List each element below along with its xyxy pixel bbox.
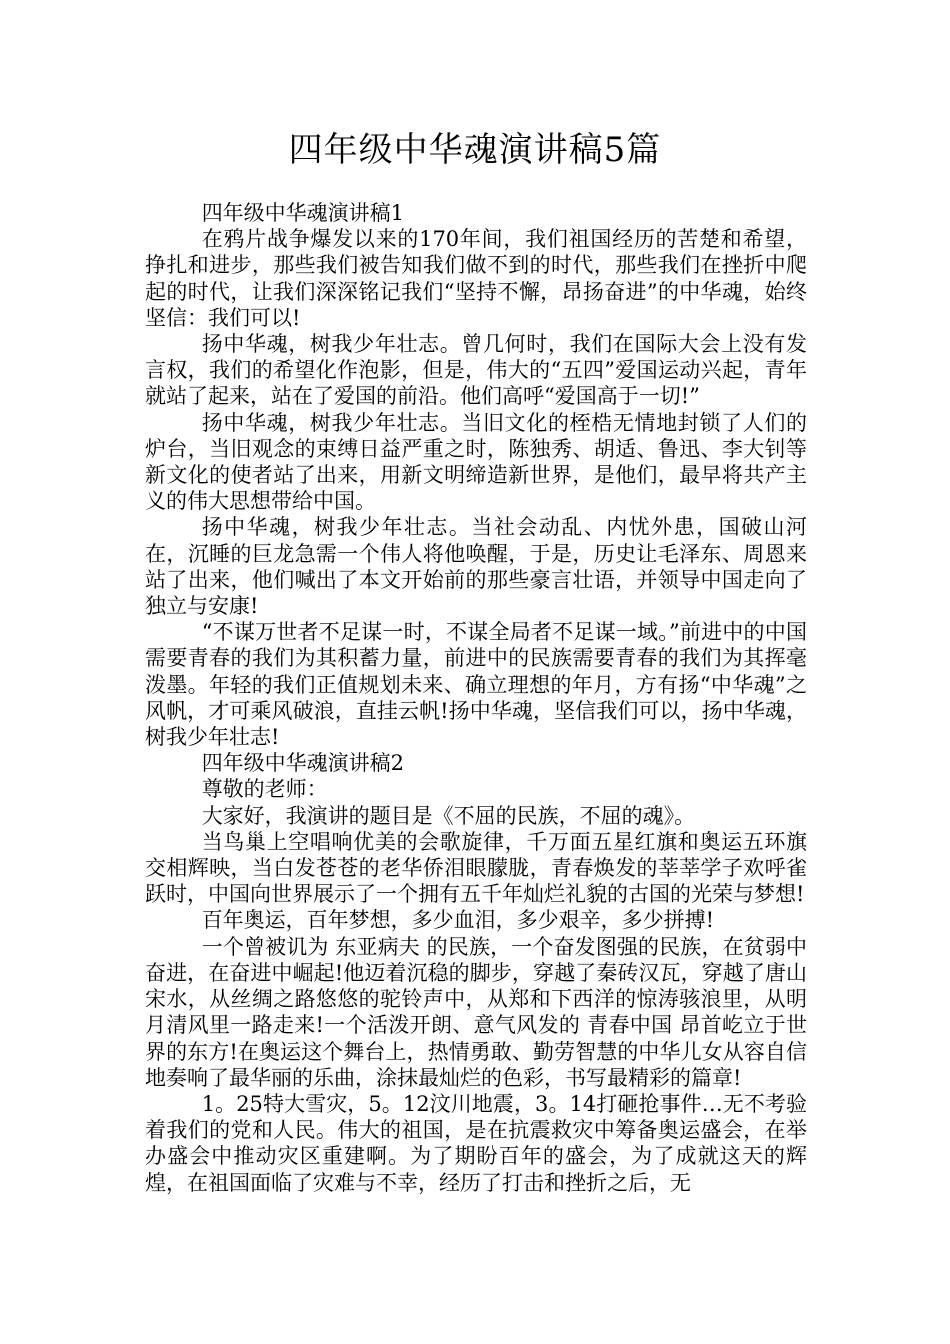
paragraph: 在鸦片战争爆发以来的170年间，我们祖国经历的苦楚和希望，挣扎和进步，那些我们被告知我们做不到的时代，那些我们在挫折中爬起的时代，让我们深深铭记我们“坚持不懈，昂扬奋进”的中华魂，始终坚信：我们可以!: [145, 227, 807, 330]
paragraph: 1。25特大雪灾，5。12汶川地震，3。14打砸抢事件…无不考验着我们的党和人民。伟大的祖国，是在抗震救灾中筹备奥运盛会，在举办盛会中推动灾区重建啊。为了期盼百年的盛会，为了成就这天的辉煌，在祖国面临了灾难与不幸，经历了打击和挫折之后，无: [145, 1091, 807, 1195]
section-heading-1: 四年级中华魂演讲稿1: [201, 201, 405, 225]
paragraph: 大家好，我演讲的题目是《不屈的民族，不屈的魂》。: [201, 803, 696, 828]
section-heading-2: 四年级中华魂演讲稿2: [201, 751, 405, 776]
paragraph: 一个曾被讥为 东亚病夫 的民族，一个奋发图强的民族，在贫弱中奋进，在奋进中崛起!他迈着沉稳的脚步，穿越了秦砖汉瓦，穿越了唐山宋水，从丝绸之路悠悠的驼铃声中，从郑和下西洋的惊涛骇浪里，从明月清风里一路走来!一个活泼开朗、意气风发的 青春中国 昂首屹立于世界的东方!在奥运这个舞台上，热情勇敢、勤劳智慧的中华儿女从容自信地奏响了最华丽的乐曲，涂抹最灿烂的色彩，书写最精彩的篇章!: [145, 934, 807, 1090]
document-title: 四年级中华魂演讲稿5篇: [288, 130, 662, 170]
salutation: 尊敬的老师：: [201, 777, 328, 802]
document-body: [145, 200, 807, 1196]
paragraph: 扬中华魂，树我少年壮志。当旧文化的桎梏无情地封锁了人们的炉台，当旧观念的束缚日益严重之时，陈独秀、胡适、鲁迅、李大钊等新文化的使者站了出来，用新文明缔造新世界，是他们，最早将共产主义的伟大思想带给中国。: [145, 410, 807, 514]
paragraph: 扬中华魂，树我少年壮志。曾几何时，我们在国际大会上没有发言权，我们的希望化作泡影，但是，伟大的“五四”爱国运动兴起，青年就站了起来，站在了爱国的前沿。他们高呼“爱国高于一切!”: [145, 332, 807, 409]
paragraph: 当鸟巢上空唱响优美的会歌旋律，千万面五星红旗和奥运五环旗交相辉映，当白发苍苍的老华侨泪眼朦胧，青春焕发的莘莘学子欢呼雀跃时，中国向世界展示了一个拥有五千年灿烂礼貌的古国的光荣与梦想!: [145, 829, 807, 907]
paragraph: 百年奥运，百年梦想，多少血泪，多少艰辛，多少拼搏!: [201, 908, 715, 933]
paragraph: “不谋万世者不足谋一时，不谋全局者不足谋一域。”前进中的中国需要青春的我们为其积蓄力量，前进中的民族需要青春的我们为其挥毫泼墨。年轻的我们正值规划未来、确立理想的年月，方有扬“中华魂”之风帆，才可乘风破浪，直挂云帆!扬中华魂，坚信我们可以，扬中华魂，树我少年壮志!: [145, 620, 807, 750]
paragraph: 扬中华魂，树我少年壮志。当社会动乱、内忧外患，国破山河在，沉睡的巨龙急需一个伟人将他唤醒，于是，历史让毛泽东、周恩来站了出来，他们喊出了本文开始前的那些豪言壮语，并领导中国走向了独立与安康!: [145, 515, 807, 619]
